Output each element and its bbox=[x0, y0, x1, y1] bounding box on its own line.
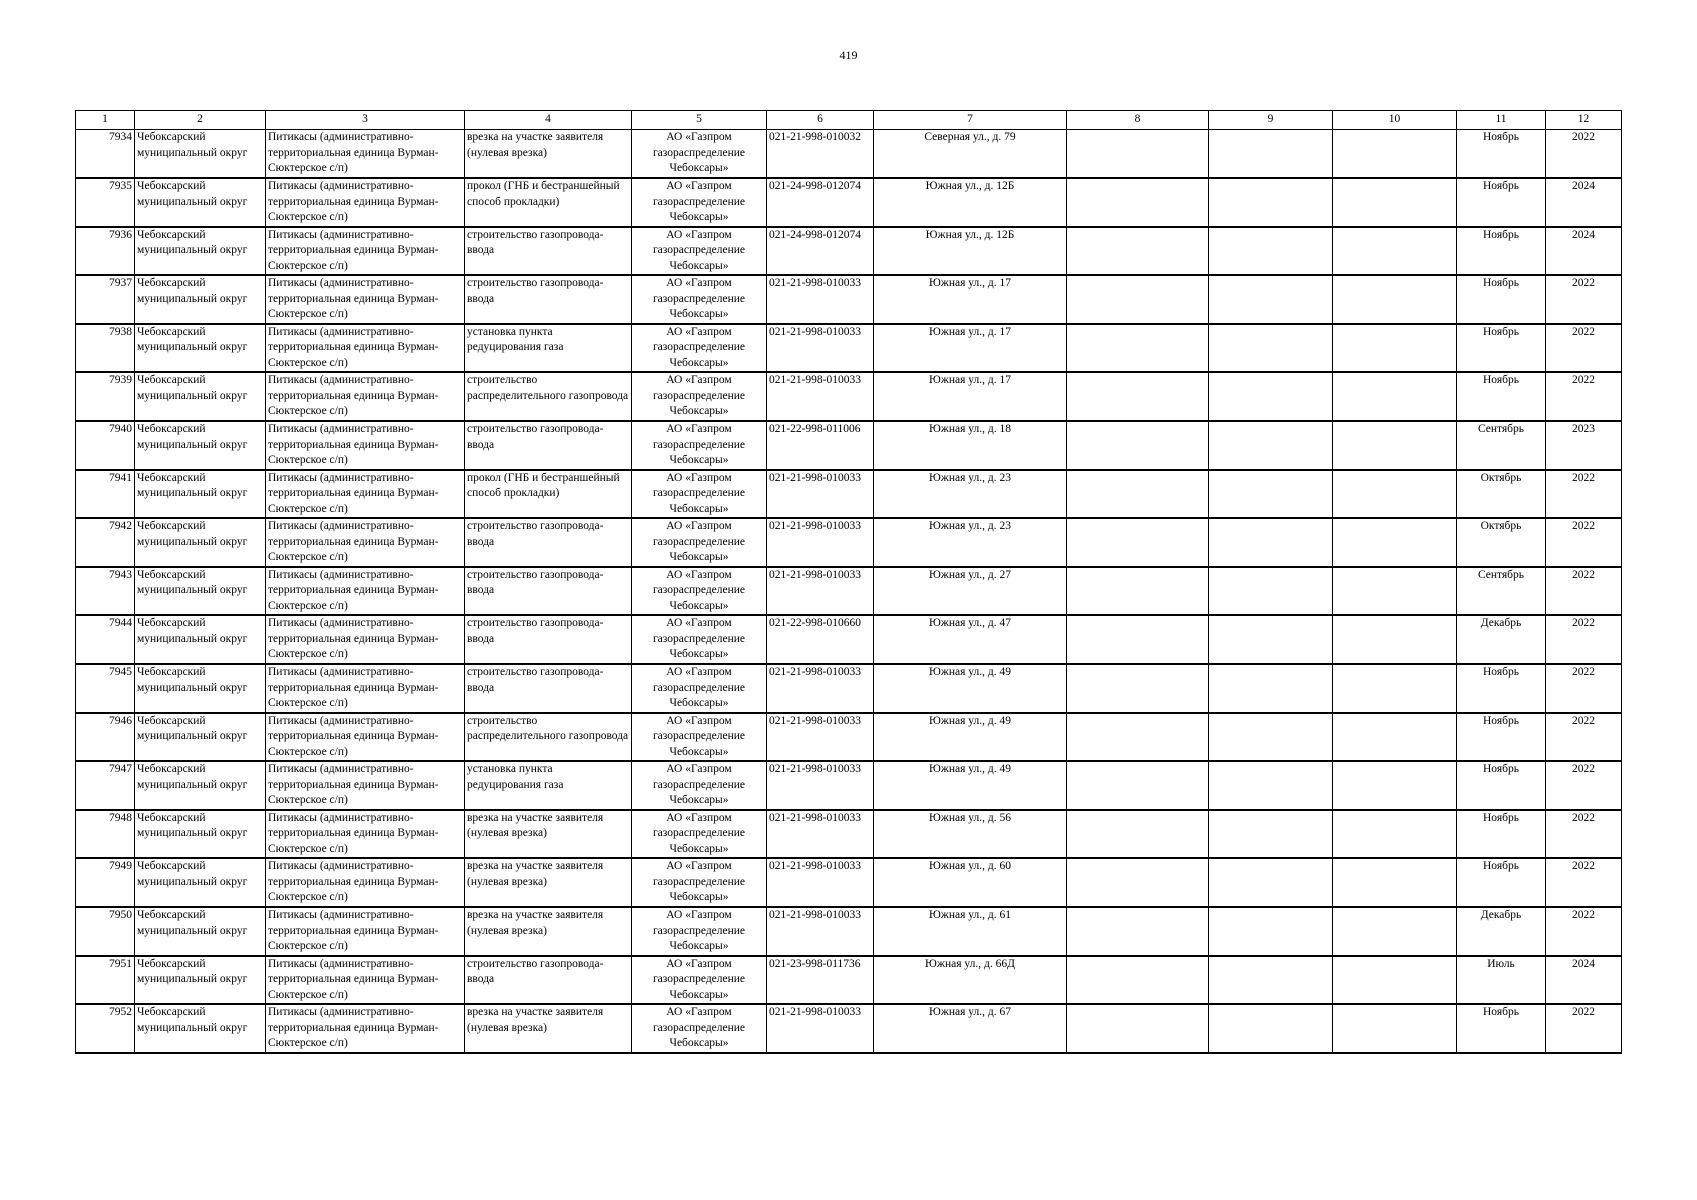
month-cell: Ноябрь bbox=[1457, 324, 1546, 373]
work-type-cell: строительство газопровода-ввода bbox=[465, 664, 632, 713]
column-header-11: 11 bbox=[1457, 111, 1546, 130]
column-10-cell bbox=[1333, 664, 1457, 713]
organization-cell: АО «Газпром газораспределение Чебоксары» bbox=[632, 275, 767, 324]
column-10-cell bbox=[1333, 227, 1457, 276]
code-cell: 021-21-998-010033 bbox=[767, 713, 874, 762]
column-8-cell bbox=[1067, 664, 1209, 713]
column-8-cell bbox=[1067, 567, 1209, 616]
code-cell: 021-21-998-010032 bbox=[767, 130, 874, 179]
district-cell: Чебоксарский муниципальный округ bbox=[135, 372, 266, 421]
column-header-12: 12 bbox=[1546, 111, 1622, 130]
table-row bbox=[76, 178, 1622, 227]
work-type-cell: строительство газопровода-ввода bbox=[465, 518, 632, 567]
work-type-cell: прокол (ГНБ и бестраншейный способ прокладки) bbox=[465, 178, 632, 227]
table-row bbox=[76, 518, 1622, 567]
row-number: 7936 bbox=[76, 227, 135, 276]
code-cell: 021-21-998-010033 bbox=[767, 324, 874, 373]
year-cell: 2022 bbox=[1546, 567, 1622, 616]
address-cell: Южная ул., д. 60 bbox=[874, 858, 1067, 907]
column-9-cell bbox=[1209, 178, 1333, 227]
row-number: 7947 bbox=[76, 761, 135, 810]
address-cell: Южная ул., д. 18 bbox=[874, 421, 1067, 470]
address-cell: Южная ул., д. 66Д bbox=[874, 956, 1067, 1005]
year-cell: 2022 bbox=[1546, 664, 1622, 713]
address-cell: Южная ул., д. 12Б bbox=[874, 178, 1067, 227]
column-header-10: 10 bbox=[1333, 111, 1457, 130]
work-type-cell: врезка на участке заявителя (нулевая врезка) bbox=[465, 130, 632, 179]
work-type-cell: строительство распределительного газопровода bbox=[465, 713, 632, 762]
row-number: 7939 bbox=[76, 372, 135, 421]
table-header bbox=[76, 111, 1622, 130]
header-row bbox=[76, 111, 1622, 130]
work-type-cell: врезка на участке заявителя (нулевая врезка) bbox=[465, 1004, 632, 1053]
district-cell: Чебоксарский муниципальный округ bbox=[135, 518, 266, 567]
column-9-cell bbox=[1209, 130, 1333, 179]
address-cell: Северная ул., д. 79 bbox=[874, 130, 1067, 179]
column-header-7: 7 bbox=[874, 111, 1067, 130]
column-8-cell bbox=[1067, 615, 1209, 664]
district-cell: Чебоксарский муниципальный округ bbox=[135, 1004, 266, 1053]
district-cell: Чебоксарский муниципальный округ bbox=[135, 470, 266, 519]
column-10-cell bbox=[1333, 421, 1457, 470]
column-9-cell bbox=[1209, 761, 1333, 810]
table-row bbox=[76, 470, 1622, 519]
organization-cell: АО «Газпром газораспределение Чебоксары» bbox=[632, 372, 767, 421]
month-cell: Ноябрь bbox=[1457, 664, 1546, 713]
code-cell: 021-21-998-010033 bbox=[767, 372, 874, 421]
row-number: 7950 bbox=[76, 907, 135, 956]
organization-cell: АО «Газпром газораспределение Чебоксары» bbox=[632, 518, 767, 567]
work-type-cell: строительство газопровода-ввода bbox=[465, 275, 632, 324]
month-cell: Ноябрь bbox=[1457, 372, 1546, 421]
column-8-cell bbox=[1067, 372, 1209, 421]
column-8-cell bbox=[1067, 130, 1209, 179]
column-8-cell bbox=[1067, 761, 1209, 810]
column-8-cell bbox=[1067, 1004, 1209, 1053]
address-cell: Южная ул., д. 17 bbox=[874, 275, 1067, 324]
district-cell: Чебоксарский муниципальный округ bbox=[135, 858, 266, 907]
month-cell: Декабрь bbox=[1457, 907, 1546, 956]
year-cell: 2022 bbox=[1546, 858, 1622, 907]
column-header-3: 3 bbox=[266, 111, 465, 130]
address-cell: Южная ул., д. 49 bbox=[874, 761, 1067, 810]
table-row bbox=[76, 956, 1622, 1005]
table-row bbox=[76, 324, 1622, 373]
code-cell: 021-21-998-010033 bbox=[767, 761, 874, 810]
column-header-4: 4 bbox=[465, 111, 632, 130]
code-cell: 021-24-998-012074 bbox=[767, 178, 874, 227]
code-cell: 021-24-998-012074 bbox=[767, 227, 874, 276]
code-cell: 021-21-998-010033 bbox=[767, 907, 874, 956]
column-10-cell bbox=[1333, 615, 1457, 664]
table-row bbox=[76, 130, 1622, 179]
address-cell: Южная ул., д. 17 bbox=[874, 372, 1067, 421]
month-cell: Ноябрь bbox=[1457, 130, 1546, 179]
organization-cell: АО «Газпром газораспределение Чебоксары» bbox=[632, 227, 767, 276]
month-cell: Октябрь bbox=[1457, 518, 1546, 567]
organization-cell: АО «Газпром газораспределение Чебоксары» bbox=[632, 858, 767, 907]
month-cell: Ноябрь bbox=[1457, 275, 1546, 324]
address-cell: Южная ул., д. 49 bbox=[874, 664, 1067, 713]
column-10-cell bbox=[1333, 518, 1457, 567]
settlement-cell: Питикасы (административно-территориальная единица Вурман-Сюктерское с/п) bbox=[266, 421, 465, 470]
row-number: 7941 bbox=[76, 470, 135, 519]
year-cell: 2022 bbox=[1546, 518, 1622, 567]
year-cell: 2022 bbox=[1546, 470, 1622, 519]
code-cell: 021-23-998-011736 bbox=[767, 956, 874, 1005]
column-10-cell bbox=[1333, 858, 1457, 907]
column-10-cell bbox=[1333, 761, 1457, 810]
work-type-cell: врезка на участке заявителя (нулевая врезка) bbox=[465, 810, 632, 859]
settlement-cell: Питикасы (административно-территориальная единица Вурман-Сюктерское с/п) bbox=[266, 664, 465, 713]
settlement-cell: Питикасы (административно-территориальная единица Вурман-Сюктерское с/п) bbox=[266, 178, 465, 227]
code-cell: 021-21-998-010033 bbox=[767, 275, 874, 324]
table-row bbox=[76, 858, 1622, 907]
row-number: 7951 bbox=[76, 956, 135, 1005]
column-8-cell bbox=[1067, 470, 1209, 519]
address-cell: Южная ул., д. 27 bbox=[874, 567, 1067, 616]
work-type-cell: врезка на участке заявителя (нулевая врезка) bbox=[465, 858, 632, 907]
district-cell: Чебоксарский муниципальный округ bbox=[135, 615, 266, 664]
month-cell: Сентябрь bbox=[1457, 421, 1546, 470]
column-10-cell bbox=[1333, 907, 1457, 956]
table-row bbox=[76, 810, 1622, 859]
column-8-cell bbox=[1067, 421, 1209, 470]
district-cell: Чебоксарский муниципальный округ bbox=[135, 421, 266, 470]
year-cell: 2022 bbox=[1546, 372, 1622, 421]
row-number: 7942 bbox=[76, 518, 135, 567]
address-cell: Южная ул., д. 17 bbox=[874, 324, 1067, 373]
register-table bbox=[75, 110, 1622, 1054]
year-cell: 2022 bbox=[1546, 1004, 1622, 1053]
district-cell: Чебоксарский муниципальный округ bbox=[135, 907, 266, 956]
column-10-cell bbox=[1333, 810, 1457, 859]
column-8-cell bbox=[1067, 275, 1209, 324]
year-cell: 2022 bbox=[1546, 615, 1622, 664]
work-type-cell: установка пункта редуцирования газа bbox=[465, 761, 632, 810]
work-type-cell: строительство газопровода-ввода bbox=[465, 227, 632, 276]
table-row bbox=[76, 664, 1622, 713]
work-type-cell: строительство газопровода-ввода bbox=[465, 421, 632, 470]
district-cell: Чебоксарский муниципальный округ bbox=[135, 130, 266, 179]
column-10-cell bbox=[1333, 713, 1457, 762]
month-cell: Ноябрь bbox=[1457, 227, 1546, 276]
address-cell: Южная ул., д. 23 bbox=[874, 518, 1067, 567]
row-number: 7934 bbox=[76, 130, 135, 179]
table-row bbox=[76, 907, 1622, 956]
month-cell: Июль bbox=[1457, 956, 1546, 1005]
row-number: 7944 bbox=[76, 615, 135, 664]
settlement-cell: Питикасы (административно-территориальная единица Вурман-Сюктерское с/п) bbox=[266, 567, 465, 616]
organization-cell: АО «Газпром газораспределение Чебоксары» bbox=[632, 907, 767, 956]
column-9-cell bbox=[1209, 372, 1333, 421]
organization-cell: АО «Газпром газораспределение Чебоксары» bbox=[632, 470, 767, 519]
settlement-cell: Питикасы (административно-территориальная единица Вурман-Сюктерское с/п) bbox=[266, 227, 465, 276]
code-cell: 021-21-998-010033 bbox=[767, 1004, 874, 1053]
column-10-cell bbox=[1333, 956, 1457, 1005]
year-cell: 2022 bbox=[1546, 130, 1622, 179]
year-cell: 2022 bbox=[1546, 713, 1622, 762]
month-cell: Ноябрь bbox=[1457, 858, 1546, 907]
organization-cell: АО «Газпром газораспределение Чебоксары» bbox=[632, 567, 767, 616]
work-type-cell: строительство распределительного газопровода bbox=[465, 372, 632, 421]
code-cell: 021-21-998-010033 bbox=[767, 567, 874, 616]
column-header-8: 8 bbox=[1067, 111, 1209, 130]
code-cell: 021-21-998-010033 bbox=[767, 858, 874, 907]
year-cell: 2023 bbox=[1546, 421, 1622, 470]
column-9-cell bbox=[1209, 324, 1333, 373]
table-row bbox=[76, 761, 1622, 810]
code-cell: 021-22-998-011006 bbox=[767, 421, 874, 470]
table-row bbox=[76, 567, 1622, 616]
organization-cell: АО «Газпром газораспределение Чебоксары» bbox=[632, 421, 767, 470]
month-cell: Декабрь bbox=[1457, 615, 1546, 664]
district-cell: Чебоксарский муниципальный округ bbox=[135, 324, 266, 373]
settlement-cell: Питикасы (административно-территориальная единица Вурман-Сюктерское с/п) bbox=[266, 1004, 465, 1053]
month-cell: Ноябрь bbox=[1457, 1004, 1546, 1053]
district-cell: Чебоксарский муниципальный округ bbox=[135, 178, 266, 227]
year-cell: 2024 bbox=[1546, 178, 1622, 227]
column-10-cell bbox=[1333, 275, 1457, 324]
address-cell: Южная ул., д. 23 bbox=[874, 470, 1067, 519]
address-cell: Южная ул., д. 49 bbox=[874, 713, 1067, 762]
settlement-cell: Питикасы (административно-территориальная единица Вурман-Сюктерское с/п) bbox=[266, 858, 465, 907]
district-cell: Чебоксарский муниципальный округ bbox=[135, 275, 266, 324]
column-header-6: 6 bbox=[767, 111, 874, 130]
column-header-5: 5 bbox=[632, 111, 767, 130]
row-number: 7935 bbox=[76, 178, 135, 227]
table-body bbox=[76, 130, 1622, 1053]
column-8-cell bbox=[1067, 227, 1209, 276]
month-cell: Ноябрь bbox=[1457, 810, 1546, 859]
row-number: 7945 bbox=[76, 664, 135, 713]
table-row bbox=[76, 615, 1622, 664]
column-9-cell bbox=[1209, 956, 1333, 1005]
settlement-cell: Питикасы (административно-территориальная единица Вурман-Сюктерское с/п) bbox=[266, 615, 465, 664]
column-8-cell bbox=[1067, 713, 1209, 762]
settlement-cell: Питикасы (административно-территориальная единица Вурман-Сюктерское с/п) bbox=[266, 372, 465, 421]
settlement-cell: Питикасы (административно-территориальная единица Вурман-Сюктерское с/п) bbox=[266, 956, 465, 1005]
column-header-2: 2 bbox=[135, 111, 266, 130]
settlement-cell: Питикасы (административно-территориальная единица Вурман-Сюктерское с/п) bbox=[266, 275, 465, 324]
column-9-cell bbox=[1209, 664, 1333, 713]
work-type-cell: прокол (ГНБ и бестраншейный способ прокладки) bbox=[465, 470, 632, 519]
organization-cell: АО «Газпром газораспределение Чебоксары» bbox=[632, 178, 767, 227]
settlement-cell: Питикасы (административно-территориальная единица Вурман-Сюктерское с/п) bbox=[266, 907, 465, 956]
column-8-cell bbox=[1067, 907, 1209, 956]
work-type-cell: врезка на участке заявителя (нулевая врезка) bbox=[465, 907, 632, 956]
column-9-cell bbox=[1209, 907, 1333, 956]
column-9-cell bbox=[1209, 858, 1333, 907]
table-row bbox=[76, 227, 1622, 276]
month-cell: Ноябрь bbox=[1457, 713, 1546, 762]
district-cell: Чебоксарский муниципальный округ bbox=[135, 227, 266, 276]
month-cell: Ноябрь bbox=[1457, 761, 1546, 810]
code-cell: 021-21-998-010033 bbox=[767, 470, 874, 519]
settlement-cell: Питикасы (административно-территориальная единица Вурман-Сюктерское с/п) bbox=[266, 470, 465, 519]
organization-cell: АО «Газпром газораспределение Чебоксары» bbox=[632, 324, 767, 373]
row-number: 7943 bbox=[76, 567, 135, 616]
district-cell: Чебоксарский муниципальный округ bbox=[135, 567, 266, 616]
organization-cell: АО «Газпром газораспределение Чебоксары» bbox=[632, 810, 767, 859]
column-9-cell bbox=[1209, 470, 1333, 519]
row-number: 7946 bbox=[76, 713, 135, 762]
work-type-cell: строительство газопровода-ввода bbox=[465, 956, 632, 1005]
organization-cell: АО «Газпром газораспределение Чебоксары» bbox=[632, 615, 767, 664]
year-cell: 2022 bbox=[1546, 275, 1622, 324]
settlement-cell: Питикасы (административно-территориальная единица Вурман-Сюктерское с/п) bbox=[266, 810, 465, 859]
district-cell: Чебоксарский муниципальный округ bbox=[135, 810, 266, 859]
table-row bbox=[76, 372, 1622, 421]
row-number: 7949 bbox=[76, 858, 135, 907]
table-row bbox=[76, 275, 1622, 324]
organization-cell: АО «Газпром газораспределение Чебоксары» bbox=[632, 130, 767, 179]
column-9-cell bbox=[1209, 713, 1333, 762]
settlement-cell: Питикасы (административно-территориальная единица Вурман-Сюктерское с/п) bbox=[266, 324, 465, 373]
address-cell: Южная ул., д. 56 bbox=[874, 810, 1067, 859]
year-cell: 2024 bbox=[1546, 227, 1622, 276]
year-cell: 2022 bbox=[1546, 324, 1622, 373]
table-row bbox=[76, 421, 1622, 470]
year-cell: 2022 bbox=[1546, 761, 1622, 810]
column-9-cell bbox=[1209, 1004, 1333, 1053]
address-cell: Южная ул., д. 61 bbox=[874, 907, 1067, 956]
settlement-cell: Питикасы (административно-территориальная единица Вурман-Сюктерское с/п) bbox=[266, 130, 465, 179]
code-cell: 021-21-998-010033 bbox=[767, 518, 874, 567]
column-8-cell bbox=[1067, 810, 1209, 859]
work-type-cell: строительство газопровода-ввода bbox=[465, 615, 632, 664]
row-number: 7938 bbox=[76, 324, 135, 373]
month-cell: Ноябрь bbox=[1457, 178, 1546, 227]
organization-cell: АО «Газпром газораспределение Чебоксары» bbox=[632, 713, 767, 762]
address-cell: Южная ул., д. 67 bbox=[874, 1004, 1067, 1053]
address-cell: Южная ул., д. 47 bbox=[874, 615, 1067, 664]
settlement-cell: Питикасы (административно-территориальная единица Вурман-Сюктерское с/п) bbox=[266, 761, 465, 810]
column-9-cell bbox=[1209, 421, 1333, 470]
page-number: 419 bbox=[839, 48, 858, 62]
district-cell: Чебоксарский муниципальный округ bbox=[135, 956, 266, 1005]
code-cell: 021-21-998-010033 bbox=[767, 810, 874, 859]
column-10-cell bbox=[1333, 324, 1457, 373]
column-9-cell bbox=[1209, 615, 1333, 664]
settlement-cell: Питикасы (административно-территориальная единица Вурман-Сюктерское с/п) bbox=[266, 518, 465, 567]
organization-cell: АО «Газпром газораспределение Чебоксары» bbox=[632, 664, 767, 713]
column-10-cell bbox=[1333, 1004, 1457, 1053]
column-9-cell bbox=[1209, 227, 1333, 276]
work-type-cell: строительство газопровода-ввода bbox=[465, 567, 632, 616]
column-10-cell bbox=[1333, 470, 1457, 519]
column-8-cell bbox=[1067, 178, 1209, 227]
column-9-cell bbox=[1209, 275, 1333, 324]
district-cell: Чебоксарский муниципальный округ bbox=[135, 713, 266, 762]
column-10-cell bbox=[1333, 372, 1457, 421]
month-cell: Сентябрь bbox=[1457, 567, 1546, 616]
column-9-cell bbox=[1209, 810, 1333, 859]
year-cell: 2024 bbox=[1546, 956, 1622, 1005]
column-9-cell bbox=[1209, 567, 1333, 616]
row-number: 7940 bbox=[76, 421, 135, 470]
table-row bbox=[76, 713, 1622, 762]
column-8-cell bbox=[1067, 324, 1209, 373]
row-number: 7948 bbox=[76, 810, 135, 859]
district-cell: Чебоксарский муниципальный округ bbox=[135, 761, 266, 810]
column-9-cell bbox=[1209, 518, 1333, 567]
column-header-9: 9 bbox=[1209, 111, 1333, 130]
column-8-cell bbox=[1067, 956, 1209, 1005]
month-cell: Октябрь bbox=[1457, 470, 1546, 519]
column-10-cell bbox=[1333, 178, 1457, 227]
column-8-cell bbox=[1067, 518, 1209, 567]
column-8-cell bbox=[1067, 858, 1209, 907]
code-cell: 021-21-998-010033 bbox=[767, 664, 874, 713]
row-number: 7952 bbox=[76, 1004, 135, 1053]
organization-cell: АО «Газпром газораспределение Чебоксары» bbox=[632, 956, 767, 1005]
organization-cell: АО «Газпром газораспределение Чебоксары» bbox=[632, 1004, 767, 1053]
year-cell: 2022 bbox=[1546, 810, 1622, 859]
district-cell: Чебоксарский муниципальный округ bbox=[135, 664, 266, 713]
work-type-cell: установка пункта редуцирования газа bbox=[465, 324, 632, 373]
organization-cell: АО «Газпром газораспределение Чебоксары» bbox=[632, 761, 767, 810]
column-header-1: 1 bbox=[76, 111, 135, 130]
column-10-cell bbox=[1333, 567, 1457, 616]
row-number: 7937 bbox=[76, 275, 135, 324]
address-cell: Южная ул., д. 12Б bbox=[874, 227, 1067, 276]
settlement-cell: Питикасы (административно-территориальная единица Вурман-Сюктерское с/п) bbox=[266, 713, 465, 762]
year-cell: 2022 bbox=[1546, 907, 1622, 956]
table-row bbox=[76, 1004, 1622, 1053]
code-cell: 021-22-998-010660 bbox=[767, 615, 874, 664]
column-10-cell bbox=[1333, 130, 1457, 179]
